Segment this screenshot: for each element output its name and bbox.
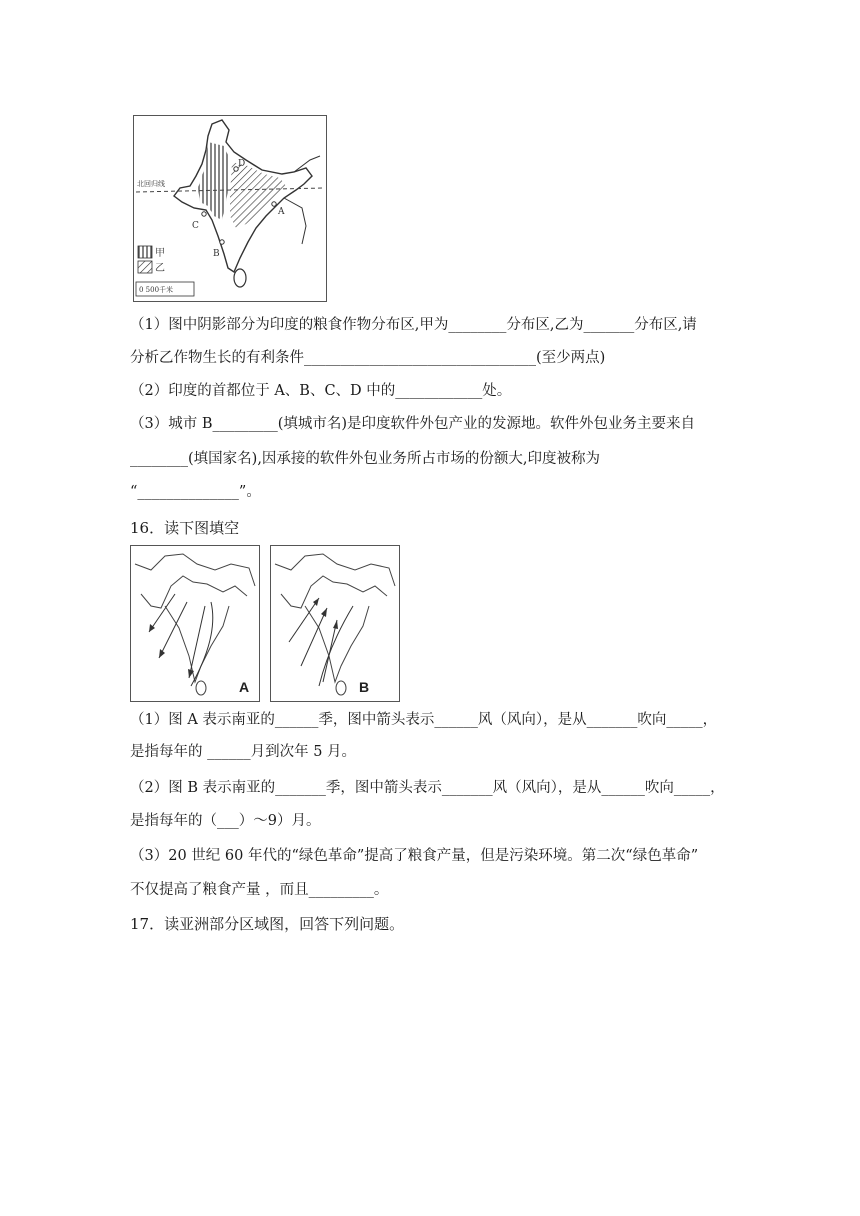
q16-line-1: （1）图 A 表示南亚的______季，图中箭头表示______风（风向），是从_______吹向_____， bbox=[130, 712, 718, 728]
q15-line-1: （1）图中阴影部分为印度的粮食作物分布区,甲为________分布区,乙为_______分布区,请 bbox=[130, 317, 697, 333]
label-d: D bbox=[238, 159, 246, 169]
label-a: A bbox=[278, 207, 285, 217]
q16-heading: 16．读下图填空 bbox=[130, 519, 240, 537]
q16-line-6: 不仅提高了粮食产量 ，而且_________。 bbox=[130, 882, 389, 898]
q16-line-3: （2）图 B 表示南亚的_______季，图中箭头表示_______风（风向），是从______吹向_____， bbox=[130, 780, 725, 796]
region-yi bbox=[230, 162, 286, 228]
label-tropic: 北回归线 bbox=[137, 180, 165, 188]
region-jia bbox=[198, 142, 230, 220]
monsoon-map-b bbox=[270, 545, 400, 702]
q15-line-4: （3）城市 B_________(填城市名)是印度软件外包产业的发源地。软件外包业务主要来自 bbox=[130, 416, 696, 432]
legend-jia: 甲 bbox=[155, 248, 165, 259]
india-crop-map-svg bbox=[134, 116, 326, 301]
scale-label: 0 500千米 bbox=[139, 286, 174, 294]
q15-line-2: 分析乙作物生长的有利条件________________________________(至少两点) bbox=[130, 350, 606, 366]
map-b-label: B bbox=[359, 679, 370, 695]
q17-heading: 17．读亚洲部分区域图，回答下列问题。 bbox=[130, 915, 405, 933]
sri-lanka bbox=[234, 269, 246, 287]
label-c: C bbox=[192, 221, 199, 231]
legend-yi: 乙 bbox=[155, 263, 165, 274]
india-crop-map bbox=[133, 115, 327, 302]
label-b: B bbox=[213, 249, 220, 259]
q16-line-5: （3）20 世纪 60 年代的“绿色革命”提高了粮食产量，但是污染环境。第二次“绿色革命” bbox=[130, 848, 699, 864]
monsoon-map-a bbox=[130, 545, 260, 702]
q15-line-3: （2）印度的首都位于 A、B、C、D 中的____________处。 bbox=[130, 383, 512, 399]
map-a-label: A bbox=[239, 679, 250, 695]
q16-line-4: 是指每年的（___）～9）月。 bbox=[130, 813, 321, 829]
q15-line-5: ________(填国家名),因承接的软件外包业务所占市场的份额大,印度被称为 bbox=[130, 451, 601, 467]
q16-line-2: 是指每年的 ______月到次年 5 月。 bbox=[130, 744, 357, 760]
q15-line-6: “______________”。 bbox=[130, 484, 261, 500]
